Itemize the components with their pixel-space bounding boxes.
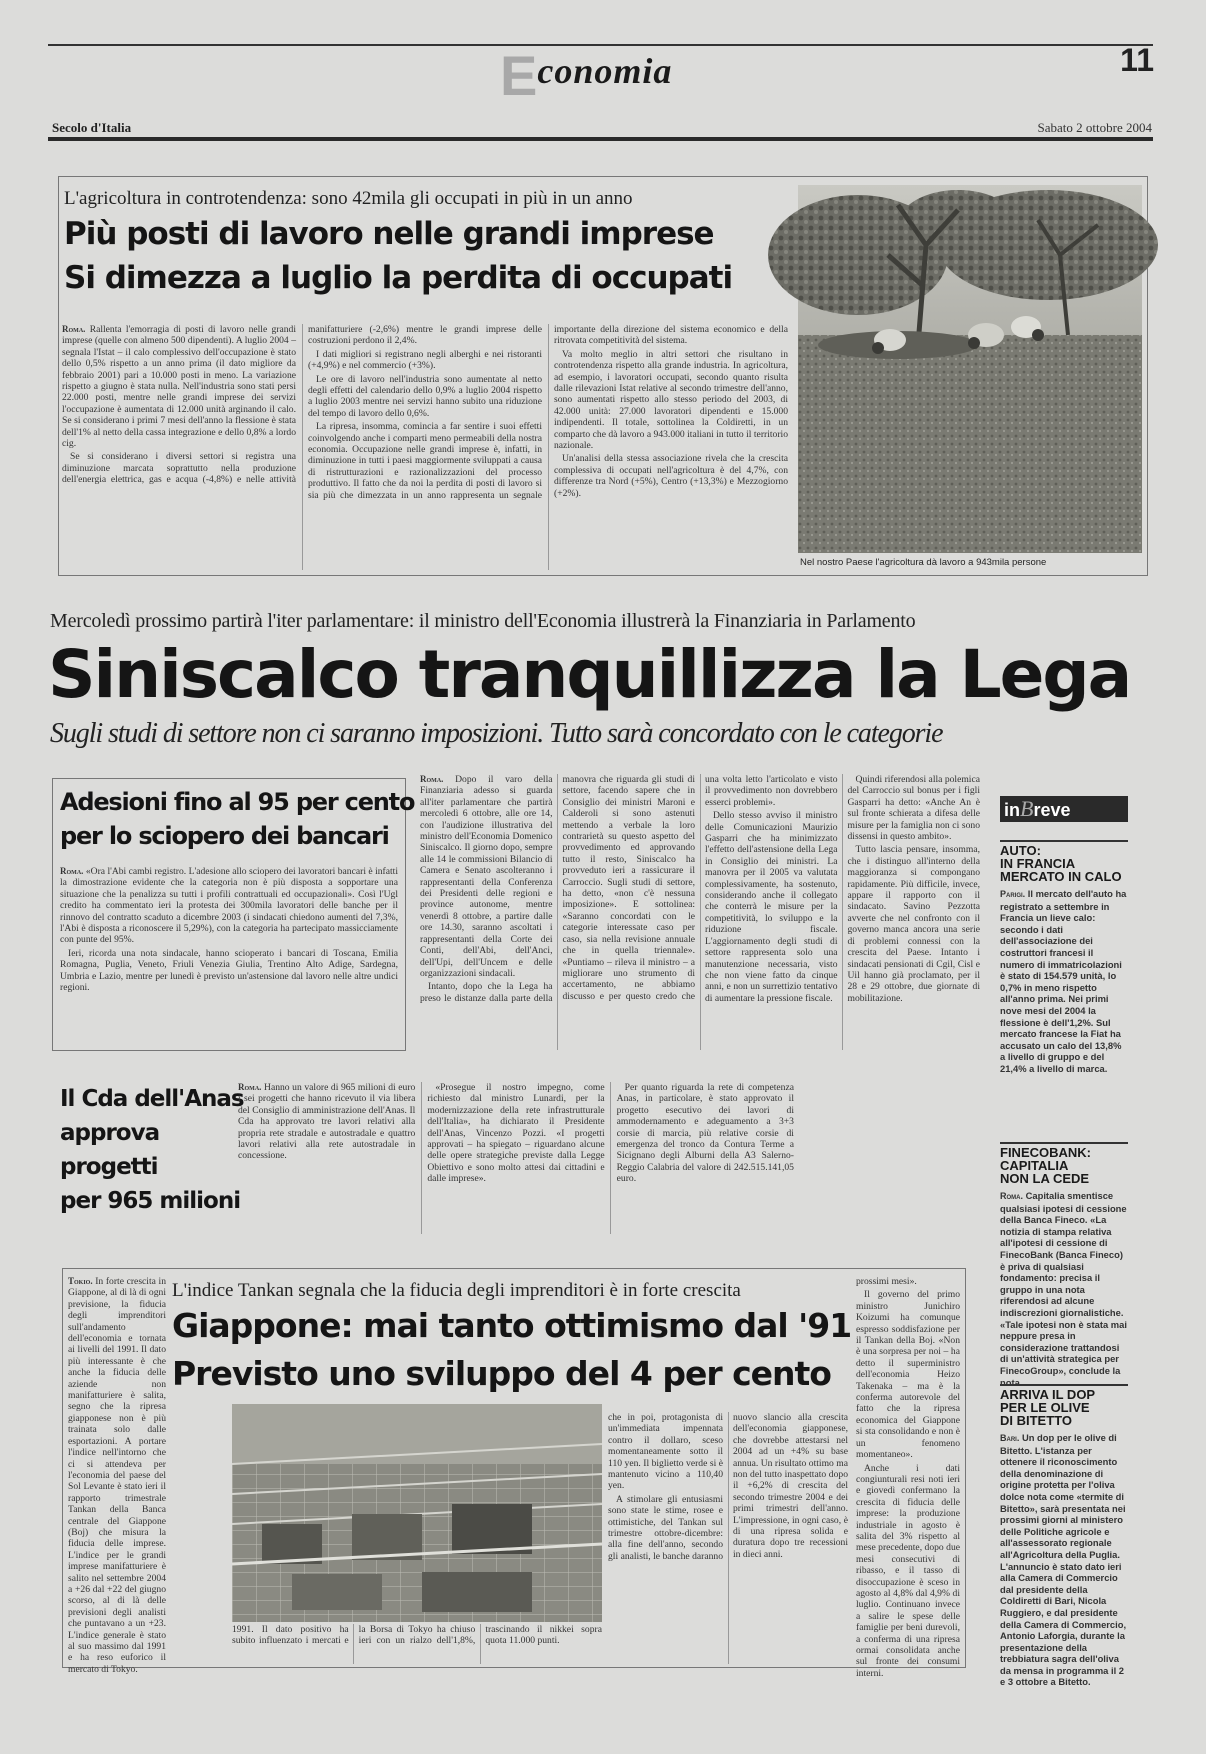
brevi-item-title: MERCATO IN CALO [1000, 869, 1122, 884]
anas-headline-3: progetti [60, 1154, 158, 1180]
agri-paragraph: Rallenta l'emorragia di posti di lavoro nelle grandi imprese (quelle con almeno 500 dipendenti). A luglio 2004 – segnala l'Istat – il calo complessivo dell'occupazione è stato dello 0,5% rispetto a un anno prima (il dato migliore da febbraio 2001) pari a 10.000 posti in meno. La variazione rispetto a giugno è stata nulla. Nell'industria sono stati persi 22.000 posti, mentre nelle grandi imprese dei servizi l'occupazione è aumentata di 12.000 unità arginando il calo. Se si considerano i primi 7 mesi dell'anno la flessione è stata dell'1% al netto della cassa integrazione e dello 0,8% a lordo cig. [62, 324, 296, 450]
main-headline: Siniscalco tranquillizza la Lega [48, 636, 1131, 713]
banks-paragraph: Ieri, ricorda una nota sindacale, hanno scioperato i bancari di Toscana, Emilia Romagna, Puglia, Veneto, Friuli Venezia Giulia, Trentino Alto Adige, Sardegna, Umbria e Lazio, mentre per lunedì è previsto un'astensione dal lavoro nelle altre undici regioni. [60, 947, 398, 994]
masthead-rule [48, 137, 1153, 141]
main-paragraph: Dopo il varo della Finanziaria adesso si guarda all'iter parlamentare che partirà mercoledì 6 ottobre, alle ore 14, con l'audizione illustrativa del ministro dell'Economia Domenico Siniscalco. Il giorno dopo, sempre alle 14 le commissioni Bilancio di Camera e Senato ascolteranno i rappresentanti della Conferenza dei Presidenti delle regioni e province autonome, mentre venerdì 8 ottobre, a partire dalle ore 14.30, saranno ascoltati i rappresentanti della Corte dei Conti, dell'Abi, dell'Anci, dell'Upi, dell'Uncem e delle organizzazioni sindacali. [420, 774, 553, 979]
brevi-item-dateline: Roma. [1000, 1191, 1023, 1201]
agri-paragraph: Va molto meglio in altri settori che risultano in controtendenza rispetto alla grande industria. In agricoltura, ad esempio, i lavoratori occupati, secondo quanto risulta dalle rilevazioni Istat relative al secondo trimestre dell'anno, sono aumentati rispetto allo stesso periodo del 2003, di 42.000 unità: 27.000 lavoratori dipendenti e 15.000 indipendenti. Il totale, sottolinea la Coldiretti, in un comparto che dà lavoro a 943.000 italiani in tutto il territorio nazionale. [554, 348, 788, 452]
anas-headline-2: approva [60, 1120, 160, 1146]
main-paragraph: Tutto lascia pensare, insomma, che i distinguo all'interno della maggioranza si compongano rapidamente. Più difficile, invece, appare il rapporto con il sindacato. Savino Pezzotta avverte che nel confronto con il governo manca ancora una serie di problemi connessi con la crescita del Paese. Intanto i sindacati pensionati di Cgil, Cisl e Uil hanno già proclamato, per il 28 e 29 ottobre, due giornate di mobilitazione. [847, 844, 980, 1004]
banks-paragraph: «Ora l'Abi cambi registro. L'adesione allo sciopero dei lavoratori bancari è infatti la dimostrazione evidente che la categoria non è più disposta a sopportare una situazione che la penalizza su tutti i profili contrattuali ed occupazionali». Così l'Ugl credito ha commentato ieri la protesta dei 300mila lavoratori delle banche per il rinnovo del contratto scaduto a dicembre 2003 (i sindacati chiedono aumenti del 7,3%, l'Abi è disposta a riconoscere il 5,29%), con la categoria ha partecipato massicciamente con punte del 95%. [60, 866, 398, 946]
main-dateline: Roma. [420, 774, 444, 784]
brevi-item-body: Il mercato dell'auto ha registrato a settembre in Francia un lieve calo: secondo i dati dell'associazione dei costruttori francesi il numero di immatricolazioni è stato di 154.579 unità, lo 0,7% in meno rispetto all'anno prima. Nei primi nove mesi del 2004 la flessione è dell'1,2%. Sul mercato francese la Fiat ha accusato un calo del 13,8% a livello di gruppo e del 21,4% a livello di marca. [1000, 888, 1127, 1074]
banks-article-body [60, 866, 398, 1044]
main-paragraph: Dello stesso avviso il ministro delle Comunicazioni Maurizio Gasparri che ha minimizzato l'effetto dell'astensione della Lega in Consiglio dei ministri. La manovra per il 2005 va valutata complessivamente, ha sostenuto, considerando anche il collegato che conterrà le misure per la competitività, lo sviluppo e la riduzione fiscale. L'aggiornamento degli studi di settore rappresenta solo una manutenzione necessaria, visto che non viene fatto da cinque anni, e non un surrettizio tentativo di aumentare la pressione fiscale. [705, 810, 838, 1004]
japan-paragraph: In forte crescita in Giappone, al di là di ogni previsione, la fiducia degli imprenditori sull'andamento dell'economia e tornata ai livelli del 1991. Il dato più interessante è che anche la fiducia delle aziende non manifatturiere è salita, segno che la ripresa giapponese non è più trainata solo dalle esportazioni. A portare l'indice nell'intorno che ci si attendeva per l'economia del paese del Sol Levante è stato ieri il rapporto trimestrale Tankan della Banca centrale del Giappone (Boj) che misura la fiducia delle imprese. L'indice per le grandi imprese manifatturiere è salito nel settembre 2004 a +26 dal +22 del giugno scorso, al di là delle previsioni degli analisti che puntavano a un +23. L'indice generale è stato al suo massimo dal 1991 e ha reso euforico il mercato di Tokyo. [68, 1276, 166, 1675]
brevi-title-bar [1000, 796, 1128, 822]
japan-middle-columns [608, 1412, 848, 1664]
brevi-item-title: NON LA CEDE [1000, 1171, 1090, 1186]
main-article-body-columns [420, 774, 980, 1050]
agri-paragraph: Un'analisi della stessa associazione rivela che la crescita complessiva di occupati nell'agricoltura è del 4,7%, con differenze tra Nord (+5%), Centro (+13,3%) e Mezzogiorno (+2%). [554, 453, 788, 499]
brevi-item-title: CAPITALIA [1000, 1158, 1069, 1173]
paper-name: Secolo d'Italia [52, 120, 132, 135]
anas-paragraph: Hanno un valore di 965 milioni di euro i sei progetti che hanno ricevuto il via libera del Consiglio di amministrazione dell'Anas. Il Cda ha approvato tre lavori relativi alla propria rete stradale e autostradale e quattro lavori relativi alla rete autostradale in concessione. [238, 1082, 416, 1162]
brevi-item-title: DI BITETTO [1000, 1413, 1072, 1428]
brevi-title-rest: reve [1033, 800, 1071, 820]
brevi-item-title: ARRIVA IL DOP [1000, 1387, 1096, 1402]
agri-paragraph: Se si considerano i diversi settori si registra una diminuzione marcata soprattutto nella produzione dell'energia elettrica, gas e acqua (-4,8%) e nelle attività manifatturiere (-2,6%) mentre le grandi imprese delle costruzioni perdono il 2,4%. [62, 324, 542, 486]
brevi-item-title: IN FRANCIA [1000, 856, 1076, 871]
brevi-title-prefix: in [1004, 800, 1020, 820]
brevi-item-title: PER LE OLIVE [1000, 1400, 1090, 1415]
japan-dateline: Tokio. [68, 1276, 93, 1286]
japan-photo-caption-column [232, 1624, 602, 1664]
main-kicker: Mercoledì prossimo partirà l'iter parlamentare: il ministro dell'Economia illustrerà la Finanziaria in Parlamento [50, 610, 916, 632]
japan-paragraph: prossimi mesi». [856, 1276, 917, 1287]
banks-dateline: Roma. [60, 866, 84, 876]
anas-article-body [238, 1082, 794, 1234]
agri-paragraph: Le ore di lavoro nell'industria sono aumentate al netto degli effetti del calendario dello 0,9% a luglio 2004 rispetto a luglio 2003 mentre nei servizi hanno subito una riduzione del tempo di lavoro dello 0,6%. [308, 373, 542, 419]
agri-paragraph: La ripresa, insomma, comincia a far sentire i suoi effetti coinvolgendo anche i comparti meno permeabili della nostra economia. Occupazione nelle grandi imprese è, infatti, in diminuzione in tutti i paesi maggiormente sviluppati a causa di ristrutturazioni e razionalizzazioni del processo produttivo. Il fatto che da noi la perdita di posti di lavoro si sia più che dimezzata in un anno rappresenta un segnale importante della direzione del sistema economico e della ritrovata competitività del sistema. [308, 324, 788, 501]
japan-paragraph: Anche i dati congiunturali resi noti ieri e giovedì confermano la crescita di fiducia delle imprese: la produzione industriale in agosto è salita del 3% rispetto al mese precedente, dopo due mesi consecutivi di ribasso, e il tasso di disoccupazione è sceso in agosto al 4,8% dal 4,9% di luglio. Continuano invece a salire le spese delle famiglie per beni durevoli, a conferma di una ripresa ormai consolidata anche sul fronte dei consumi interni. [856, 1462, 960, 1679]
brevi-item-dateline: Parigi. [1000, 889, 1026, 899]
banks-headline-1: Adesioni fino al 95 per cento [60, 788, 415, 816]
issue-date: Sabato 2 ottobre 2004 [1037, 120, 1152, 135]
agri-headline-2: Si dimezza a luglio la perdita di occupati [64, 260, 733, 296]
section-title-initial: E [500, 44, 538, 107]
japan-photo [232, 1404, 602, 1622]
main-paragraph: Intanto, dopo che la Lega ha preso le distanze dalla parte della manovra che riguarda gli studi di settore, facendo sapere che in Consiglio dei ministri Maroni e Calderoli si sono astenuti mettendo a verbale la loro contrarietà su questo aspetto del provvedimento ed approvando tutto il resto, Siniscalco ha provveduto ieri a rassicurare il Carroccio. Sugli studi di settore, ha detto, «non c'è nessuna imposizione». E sottolinea: «Saranno concordati con le categorie interessate caso per caso, sia nella revisione annuale che in quella triennale». «Puntiamo – rileva il ministro – a migliorare uno strumento di accertamento, ne abbiamo discusso e per questo credo che una volta letto l'articolato e visto il provvedimento non dovrebbero esserci problemi». [420, 774, 838, 1004]
brevi-item-body: Capitalia smentisce qualsiasi ipotesi di cessione della Banca Fineco. «La notizia di stampa relativa all'ipotesi di cessione di FinecoBank (Banca Fineco) è priva di qualsiasi fondamento: precisa il gruppo in una nota riferendosi ad alcune indiscrezioni giornalistiche. «Tale ipotesi non è stata mai neppure presa in considerazione trattandosi di un'attività strategica per FinecoGroup», conclude la nota. [1000, 1190, 1127, 1388]
main-subheadline: Sugli studi di settore non ci saranno imposizioni. Tutto sarà concordato con le categorie [50, 718, 943, 749]
japan-headline-2: Previsto uno sviluppo del 4 per cento [172, 1354, 831, 1393]
anas-headline-1: Il Cda dell'Anas [60, 1086, 244, 1112]
agri-article-body [62, 324, 788, 570]
japan-right-column [856, 1276, 960, 1679]
anas-headline-4: per 965 milioni [60, 1188, 241, 1214]
japan-headline-1: Giappone: mai tanto ottimismo dal '91 [172, 1306, 852, 1345]
agri-photo [798, 185, 1142, 553]
agri-photo-caption: Nel nostro Paese l'agricoltura dà lavoro a 943mila persone [800, 557, 1047, 568]
anas-dateline: Roma. [238, 1082, 262, 1092]
agri-paragraph: I dati migliori si registrano negli alberghi e nei ristoranti (+4,9%) e nel commercio (+3%). [308, 348, 542, 372]
brevi-item [1000, 1384, 1128, 1688]
section-title-rest: conomia [537, 51, 673, 91]
page-number: 11 [1120, 42, 1154, 78]
brevi-item-body: Un dop per le olive di Bitetto. L'istanza per ottenere il riconoscimento della denominazione di origine protetta per l'oliva dolce nota come «termite di Bitetto», sarà presentata nei prossimi giorni al ministero delle Politiche agricole e all'assessorato regionale all'Agricoltura della Puglia. L'annuncio è stato dato ieri alla Camera di Commercio dal presidente della Coldiretti di Bari, Nicola Ruggiero, e dal presidente della Camera di Commercio, Antonio Laforgia, durante la presentazione della trebbiatura sagra dell'oliva da mensa in programma il 2 e 3 ottobre a Bitetto. [1000, 1432, 1127, 1688]
agri-kicker: L'agricoltura in controtendenza: sono 42mila gli occupati in più in un anno [64, 188, 633, 209]
japan-paragraph: A stimolare gli entusiasmi sono state le stime, rosee e ottimistiche, del Tankan sul trimestre ottobre-dicembre: alla fine dell'anno, secondo gli analisti, le banche daranno nuovo slancio alla crescita dell'economia giapponese, che dovrebbe attestarsi nel 2004 ad un +4% su base annua. Un risultato ottimo ma non del tutto inaspettato dopo il +6,2% di crescita del secondo trimestre 2004 e dei primi trimestri dell'anno. L'impressione, in ogni caso, è di una ripresa solida e duratura dopo tre recessioni in dieci anni. [608, 1412, 848, 1562]
factory-photo-illustration [232, 1404, 602, 1622]
japan-left-column [68, 1276, 166, 1675]
brevi-item-title: FINECOBANK: [1000, 1145, 1091, 1160]
japan-paragraph: che in poi, protagonista di un'immediata impennata contro il dollaro, sceso momentaneamente sotto il 110 yen. Il biglietto verde si è mantenuto vicino a 110,40 yen. [608, 1412, 723, 1492]
brevi-item [1000, 1142, 1128, 1388]
main-paragraph: Quindi riferendosi alla polemica del Carroccio sul bonus per i figli Gasparri ha detto: «Anche An è sul fronte schierata a difesa delle misure per la famiglia non ci sono dissensi in questo ambito». [847, 774, 980, 843]
japan-kicker: L'indice Tankan segnala che la fiducia degli imprenditori è in forte crescita [172, 1280, 741, 1301]
brevi-item [1000, 840, 1128, 1136]
section-title [500, 46, 672, 106]
agri-headline-1: Più posti di lavoro nelle grandi imprese [64, 216, 714, 252]
banks-headline-2: per lo sciopero dei bancari [60, 822, 389, 850]
brevi-item-title: AUTO: [1000, 843, 1041, 858]
agri-dateline: Roma. [62, 324, 86, 334]
japan-paragraph: 1991. Il dato positivo ha subito influenzato i mercati e la Borsa di Tokyo ha chiuso ieri con un rialzo dell'1,8%, trascinando il nikkei sopra quota 11.000 punti. [232, 1624, 602, 1647]
brevi-title-initial: B [1020, 796, 1034, 821]
orchard-photo-illustration [798, 185, 1142, 553]
anas-paragraph: Per quanto riguarda la rete di competenza Anas, in particolare, è stato approvato il progetto esecutivo dei lavori di ammodernamento e adeguamento a 3+3 corsie di marcia, più relative corsie di emergenza del tronco da Contura Terme a Sicignano degli Alburni della A3 Salerno-Reggio Calabria del valore di 242.515.141,05 euro. [616, 1082, 794, 1185]
japan-paragraph: Il governo del primo ministro Junichiro Koizumi ha comunque espresso soddisfazione per il Tankan della Boj. «Non è una sorpresa per noi – ha detto il superministro dell'economia Heizo Takenaka – ma è la conferma autorevole del fatto che la ripresa economica del Giappone si sta consolidando e non è un fenomeno momentaneo». [856, 1289, 960, 1461]
brevi-item-dateline: Bari. [1000, 1433, 1020, 1443]
anas-paragraph: «Prosegue il nostro impegno, come richiesto dal ministro Lunardi, per la modernizzazione della rete infrastrutturale dell'Italia», ha dichiarato il Presidente dell'Anas, Vincenzo Pozzi. «I progetti approvati – ha spiegato – riguardano alcune delle opere strategiche previste dalla Legge Obiettivo e sono molto attesi dai cittadini e dalle imprese». [427, 1082, 605, 1185]
